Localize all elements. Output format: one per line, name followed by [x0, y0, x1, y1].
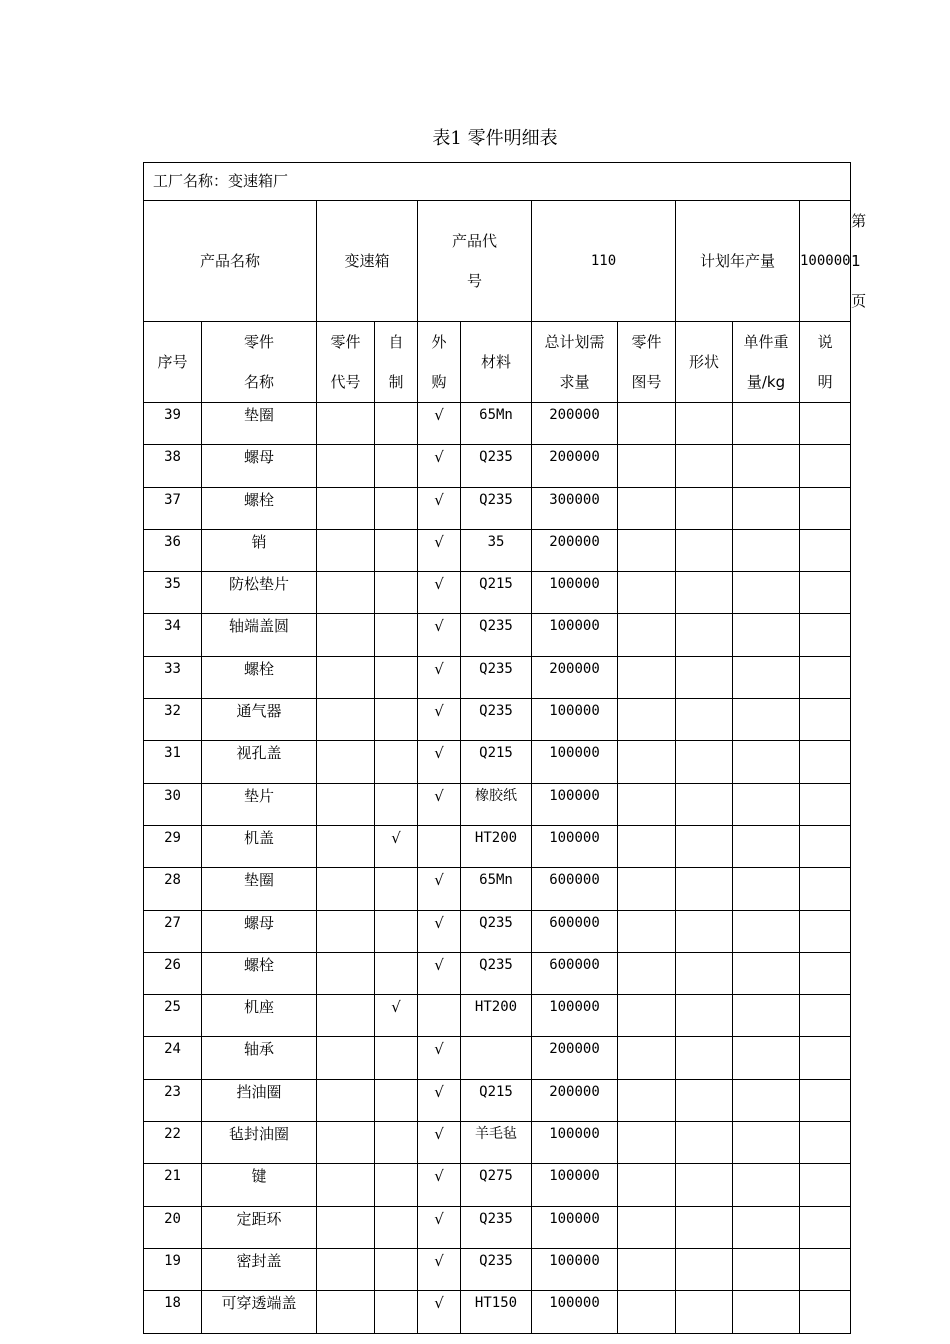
row-shape	[676, 952, 733, 994]
row-total-demand: 100000	[532, 995, 618, 1037]
table-row	[144, 783, 851, 825]
row-purchased: √	[418, 1206, 461, 1248]
row-part-name: 毡封油圈	[202, 1122, 317, 1164]
row-total-demand: 100000	[532, 825, 618, 867]
header-row	[144, 322, 851, 403]
row-seq: 37	[144, 487, 202, 529]
row-notes	[800, 1206, 851, 1248]
row-notes	[800, 1037, 851, 1079]
row-material: Q235	[461, 952, 532, 994]
row-part-code	[317, 952, 375, 994]
header-drawing-no: 零件 图号	[618, 322, 676, 403]
row-material: Q235	[461, 910, 532, 952]
row-notes	[800, 995, 851, 1037]
row-notes	[800, 614, 851, 656]
row-part-code	[317, 1037, 375, 1079]
row-part-code	[317, 1206, 375, 1248]
row-seq: 39	[144, 403, 202, 445]
row-total-demand: 600000	[532, 910, 618, 952]
table-row	[144, 614, 851, 656]
row-material: Q235	[461, 614, 532, 656]
annual-output-label: 计划年产量	[676, 201, 800, 322]
annual-output-value: 100000	[800, 201, 851, 322]
row-part-code	[317, 910, 375, 952]
row-self-made	[375, 868, 418, 910]
row-unit-weight	[733, 572, 800, 614]
row-unit-weight	[733, 1122, 800, 1164]
row-self-made	[375, 699, 418, 741]
row-shape	[676, 1164, 733, 1206]
row-material: 65Mn	[461, 403, 532, 445]
product-code-value: 110	[532, 201, 676, 322]
row-notes	[800, 445, 851, 487]
row-seq: 26	[144, 952, 202, 994]
row-part-name: 键	[202, 1164, 317, 1206]
row-unit-weight	[733, 1037, 800, 1079]
row-purchased: √	[418, 741, 461, 783]
row-purchased: √	[418, 1122, 461, 1164]
row-shape	[676, 1079, 733, 1121]
row-unit-weight	[733, 656, 800, 698]
row-part-name: 螺栓	[202, 487, 317, 529]
row-drawing-no	[618, 1164, 676, 1206]
row-part-code	[317, 783, 375, 825]
row-notes	[800, 403, 851, 445]
row-part-name: 机座	[202, 995, 317, 1037]
row-drawing-no	[618, 656, 676, 698]
row-seq: 38	[144, 445, 202, 487]
row-self-made	[375, 614, 418, 656]
row-self-made	[375, 445, 418, 487]
table-row	[144, 529, 851, 571]
header-seq: 序号	[144, 322, 202, 403]
row-purchased: √	[418, 910, 461, 952]
product-code-label: 产品代 号	[418, 201, 532, 322]
row-shape	[676, 445, 733, 487]
row-drawing-no	[618, 783, 676, 825]
row-notes	[800, 1079, 851, 1121]
row-unit-weight	[733, 529, 800, 571]
row-total-demand: 200000	[532, 445, 618, 487]
row-total-demand: 200000	[532, 403, 618, 445]
row-shape	[676, 1248, 733, 1290]
row-notes	[800, 572, 851, 614]
row-total-demand: 100000	[532, 699, 618, 741]
row-seq: 32	[144, 699, 202, 741]
row-seq: 33	[144, 656, 202, 698]
row-self-made	[375, 1037, 418, 1079]
row-shape	[676, 741, 733, 783]
row-part-name: 销	[202, 529, 317, 571]
product-name-value: 变速箱	[317, 201, 418, 322]
row-total-demand: 300000	[532, 487, 618, 529]
header-unit-weight: 单件重 量/kg	[733, 322, 800, 403]
table-row	[144, 699, 851, 741]
row-drawing-no	[618, 529, 676, 571]
row-self-made	[375, 572, 418, 614]
row-total-demand: 200000	[532, 529, 618, 571]
table-row	[144, 1164, 851, 1206]
row-self-made	[375, 783, 418, 825]
row-purchased	[418, 825, 461, 867]
row-seq: 29	[144, 825, 202, 867]
row-shape	[676, 910, 733, 952]
factory-cell	[144, 163, 851, 201]
row-material: Q235	[461, 1248, 532, 1290]
row-total-demand: 600000	[532, 868, 618, 910]
table-row	[144, 1291, 851, 1333]
row-purchased: √	[418, 699, 461, 741]
row-shape	[676, 614, 733, 656]
row-notes	[800, 1248, 851, 1290]
row-unit-weight	[733, 487, 800, 529]
row-part-name: 密封盖	[202, 1248, 317, 1290]
row-drawing-no	[618, 403, 676, 445]
table-row	[144, 1248, 851, 1290]
row-shape	[676, 825, 733, 867]
row-shape	[676, 1291, 733, 1333]
row-material: Q215	[461, 572, 532, 614]
product-row: 产品名称 变速箱 产品代 号 110 计划年产量 100000 第1 页	[144, 201, 851, 322]
row-part-name: 定距环	[202, 1206, 317, 1248]
row-self-made	[375, 1079, 418, 1121]
table-row	[144, 1206, 851, 1248]
row-unit-weight	[733, 741, 800, 783]
row-part-name: 视孔盖	[202, 741, 317, 783]
table-row	[144, 656, 851, 698]
factory-row	[144, 163, 851, 201]
row-unit-weight	[733, 910, 800, 952]
row-seq: 23	[144, 1079, 202, 1121]
row-drawing-no	[618, 825, 676, 867]
row-material: HT150	[461, 1291, 532, 1333]
row-purchased: √	[418, 656, 461, 698]
row-part-name: 螺栓	[202, 656, 317, 698]
row-seq: 24	[144, 1037, 202, 1079]
row-material: Q215	[461, 1079, 532, 1121]
row-self-made	[375, 952, 418, 994]
table-row	[144, 995, 851, 1037]
row-total-demand: 100000	[532, 572, 618, 614]
row-purchased: √	[418, 403, 461, 445]
row-purchased: √	[418, 445, 461, 487]
row-drawing-no	[618, 445, 676, 487]
row-part-name: 垫片	[202, 783, 317, 825]
row-total-demand: 100000	[532, 741, 618, 783]
row-unit-weight	[733, 445, 800, 487]
row-notes	[800, 1122, 851, 1164]
row-part-code	[317, 445, 375, 487]
row-total-demand: 200000	[532, 656, 618, 698]
row-part-code	[317, 487, 375, 529]
row-part-code	[317, 995, 375, 1037]
row-self-made: √	[375, 825, 418, 867]
row-material: Q235	[461, 445, 532, 487]
row-unit-weight	[733, 403, 800, 445]
row-seq: 31	[144, 741, 202, 783]
row-seq: 21	[144, 1164, 202, 1206]
row-part-code	[317, 1248, 375, 1290]
row-notes	[800, 868, 851, 910]
row-notes	[800, 487, 851, 529]
row-part-code	[317, 614, 375, 656]
row-drawing-no	[618, 699, 676, 741]
row-total-demand: 100000	[532, 614, 618, 656]
row-unit-weight	[733, 699, 800, 741]
row-part-name: 垫圈	[202, 403, 317, 445]
row-part-name: 轴端盖圆	[202, 614, 317, 656]
header-total-demand: 总计划需 求量	[532, 322, 618, 403]
table-title: 表1 零件明细表	[432, 128, 558, 149]
row-self-made	[375, 1291, 418, 1333]
row-purchased: √	[418, 783, 461, 825]
row-unit-weight	[733, 783, 800, 825]
row-material: HT200	[461, 995, 532, 1037]
row-unit-weight	[733, 1079, 800, 1121]
row-seq: 27	[144, 910, 202, 952]
row-part-name: 防松垫片	[202, 572, 317, 614]
row-material: Q275	[461, 1164, 532, 1206]
row-material	[461, 1037, 532, 1079]
row-part-code	[317, 1164, 375, 1206]
row-drawing-no	[618, 1122, 676, 1164]
factory-label: 工厂名称：	[153, 172, 229, 190]
row-part-code	[317, 868, 375, 910]
table-row	[144, 487, 851, 529]
row-purchased: √	[418, 1248, 461, 1290]
row-self-made	[375, 403, 418, 445]
row-notes	[800, 952, 851, 994]
row-shape	[676, 529, 733, 571]
row-material: Q235	[461, 487, 532, 529]
row-total-demand: 100000	[532, 1206, 618, 1248]
row-seq: 22	[144, 1122, 202, 1164]
row-purchased: √	[418, 1079, 461, 1121]
row-seq: 35	[144, 572, 202, 614]
row-unit-weight	[733, 825, 800, 867]
row-notes	[800, 656, 851, 698]
table-row	[144, 1079, 851, 1121]
row-drawing-no	[618, 1291, 676, 1333]
row-part-code	[317, 699, 375, 741]
row-drawing-no	[618, 1206, 676, 1248]
row-material: Q235	[461, 699, 532, 741]
row-purchased: √	[418, 487, 461, 529]
row-notes	[800, 783, 851, 825]
row-seq: 20	[144, 1206, 202, 1248]
table-row	[144, 403, 851, 445]
row-part-name: 可穿透端盖	[202, 1291, 317, 1333]
row-notes	[800, 699, 851, 741]
row-part-code	[317, 1291, 375, 1333]
header-shape: 形状	[676, 322, 733, 403]
row-seq: 19	[144, 1248, 202, 1290]
header-notes: 说 明	[800, 322, 851, 403]
row-unit-weight	[733, 1164, 800, 1206]
header-purchased: 外 购	[418, 322, 461, 403]
row-material: 羊毛毡	[461, 1122, 532, 1164]
row-shape	[676, 572, 733, 614]
row-total-demand: 600000	[532, 952, 618, 994]
row-material: HT200	[461, 825, 532, 867]
row-total-demand: 100000	[532, 1248, 618, 1290]
row-unit-weight	[733, 995, 800, 1037]
row-self-made	[375, 1122, 418, 1164]
row-drawing-no	[618, 487, 676, 529]
row-drawing-no	[618, 614, 676, 656]
row-total-demand: 100000	[532, 783, 618, 825]
row-shape	[676, 656, 733, 698]
row-drawing-no	[618, 1248, 676, 1290]
table-row	[144, 1122, 851, 1164]
row-part-code	[317, 572, 375, 614]
row-shape	[676, 868, 733, 910]
row-part-name: 挡油圈	[202, 1079, 317, 1121]
row-self-made	[375, 1206, 418, 1248]
row-notes	[800, 825, 851, 867]
row-seq: 25	[144, 995, 202, 1037]
row-drawing-no	[618, 995, 676, 1037]
row-total-demand: 100000	[532, 1291, 618, 1333]
row-part-name: 螺母	[202, 910, 317, 952]
row-purchased: √	[418, 572, 461, 614]
row-total-demand: 100000	[532, 1122, 618, 1164]
row-shape	[676, 403, 733, 445]
row-drawing-no	[618, 868, 676, 910]
row-material: Q235	[461, 1206, 532, 1248]
row-shape	[676, 699, 733, 741]
row-shape	[676, 1206, 733, 1248]
row-self-made	[375, 1164, 418, 1206]
row-unit-weight	[733, 868, 800, 910]
row-shape	[676, 487, 733, 529]
row-part-name: 机盖	[202, 825, 317, 867]
row-self-made	[375, 1248, 418, 1290]
row-seq: 28	[144, 868, 202, 910]
table-row	[144, 825, 851, 867]
row-unit-weight	[733, 1291, 800, 1333]
row-part-name: 螺母	[202, 445, 317, 487]
row-purchased: √	[418, 529, 461, 571]
table-row	[144, 952, 851, 994]
row-part-code	[317, 825, 375, 867]
row-unit-weight	[733, 1248, 800, 1290]
row-shape	[676, 1122, 733, 1164]
row-purchased: √	[418, 1164, 461, 1206]
header-self-made: 自 制	[375, 322, 418, 403]
row-total-demand: 200000	[532, 1079, 618, 1121]
row-drawing-no	[618, 910, 676, 952]
table-row	[144, 868, 851, 910]
row-drawing-no	[618, 572, 676, 614]
row-total-demand: 200000	[532, 1037, 618, 1079]
row-purchased: √	[418, 1291, 461, 1333]
row-self-made	[375, 529, 418, 571]
row-purchased: √	[418, 868, 461, 910]
table-row	[144, 1037, 851, 1079]
table-row	[144, 445, 851, 487]
parts-detail-table	[143, 162, 867, 1334]
row-material: Q235	[461, 656, 532, 698]
row-purchased: √	[418, 952, 461, 994]
row-unit-weight	[733, 1206, 800, 1248]
row-notes	[800, 1291, 851, 1333]
row-part-name: 通气器	[202, 699, 317, 741]
row-shape	[676, 1037, 733, 1079]
product-name-label: 产品名称	[144, 201, 317, 322]
table-row	[144, 741, 851, 783]
row-seq: 18	[144, 1291, 202, 1333]
row-unit-weight	[733, 614, 800, 656]
row-part-code	[317, 656, 375, 698]
row-seq: 36	[144, 529, 202, 571]
row-unit-weight	[733, 952, 800, 994]
header-material: 材料	[461, 322, 532, 403]
row-seq: 30	[144, 783, 202, 825]
row-part-code	[317, 741, 375, 783]
row-shape	[676, 995, 733, 1037]
row-self-made	[375, 910, 418, 952]
row-notes	[800, 910, 851, 952]
row-part-code	[317, 529, 375, 571]
row-purchased	[418, 995, 461, 1037]
row-seq: 34	[144, 614, 202, 656]
row-material: 35	[461, 529, 532, 571]
row-self-made	[375, 656, 418, 698]
row-self-made	[375, 741, 418, 783]
row-notes	[800, 741, 851, 783]
row-notes	[800, 529, 851, 571]
row-material: 橡胶纸	[461, 783, 532, 825]
table-row	[144, 572, 851, 614]
row-drawing-no	[618, 1079, 676, 1121]
header-part-name: 零件 名称	[202, 322, 317, 403]
row-drawing-no	[618, 952, 676, 994]
row-part-code	[317, 403, 375, 445]
table-row	[144, 910, 851, 952]
row-part-name: 螺栓	[202, 952, 317, 994]
row-purchased: √	[418, 614, 461, 656]
row-material: Q215	[461, 741, 532, 783]
row-shape	[676, 783, 733, 825]
row-purchased: √	[418, 1037, 461, 1079]
row-part-name: 轴承	[202, 1037, 317, 1079]
row-drawing-no	[618, 741, 676, 783]
row-drawing-no	[618, 1037, 676, 1079]
row-total-demand: 100000	[532, 1164, 618, 1206]
row-part-code	[317, 1122, 375, 1164]
row-notes	[800, 1164, 851, 1206]
header-part-code: 零件 代号	[317, 322, 375, 403]
row-material: 65Mn	[461, 868, 532, 910]
row-part-code	[317, 1079, 375, 1121]
row-self-made	[375, 487, 418, 529]
factory-name: 变速箱厂	[228, 172, 289, 190]
row-part-name: 垫圈	[202, 868, 317, 910]
row-self-made: √	[375, 995, 418, 1037]
